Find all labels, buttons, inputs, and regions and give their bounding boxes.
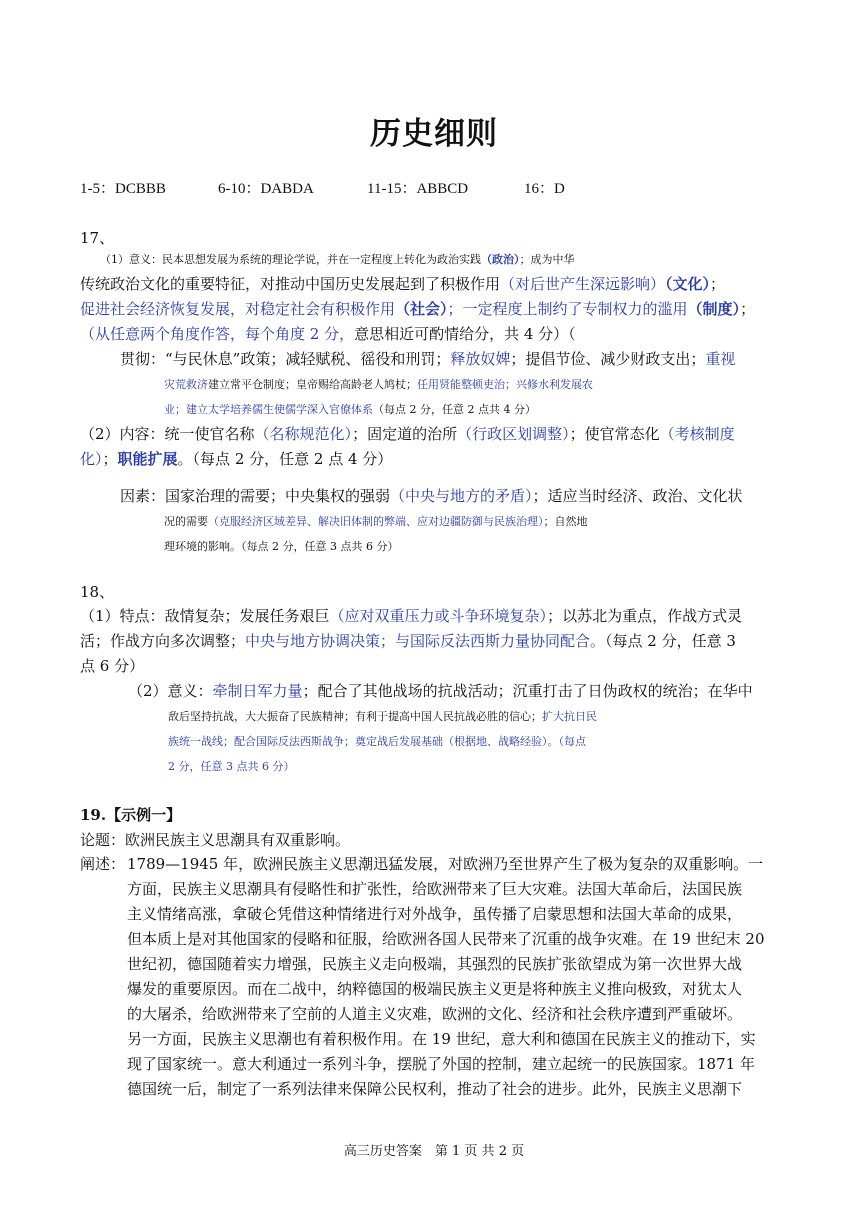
answer-group-1-5: 1-5：DCBBB	[80, 181, 166, 197]
answer-text: （1）意义：民本思想发展为系统的理论学说，并在一定程度上转化为政治实践	[100, 253, 481, 266]
scoring-point: 扩大抗日民	[542, 710, 597, 723]
q18-part2-significance	[128, 679, 792, 779]
scoring-point: （从任意两个角度作答，每个角度 2 分，	[80, 325, 355, 343]
text-line	[120, 509, 792, 534]
elaboration-line: 现了国家统一。意大利通过一系列斗争，摆脱了外国的控制，建立起统一的民族国家。1871 年	[127, 1055, 755, 1073]
scoring-point: （文化）	[665, 275, 711, 293]
scoring-point: ；一定程度上制约了专制权力的滥用	[447, 300, 688, 318]
text-line	[128, 679, 792, 704]
scoring-point: （应对双重压力或斗争环境复杂）	[329, 607, 548, 625]
answer-text: ；自然地	[543, 515, 588, 528]
answer-text: ；提倡节俭、减少财政支出；	[510, 350, 706, 368]
text-line	[80, 422, 792, 447]
answer-text: 贯彻：“与民休息”政策；减轻赋税、徭役和刑罚；	[120, 350, 451, 368]
text-line	[80, 322, 792, 347]
q17-part2-factors	[120, 484, 792, 559]
scoring-point: （社会）	[395, 300, 448, 318]
answer-text: ；	[740, 300, 756, 318]
answer-text: （每点 2 分，任意 3	[605, 632, 736, 650]
elaboration-line: 爆发的重要原因。而在二战中，纳粹德国的极端民族主义更是将种族主义推向极致，对犹太人	[127, 980, 743, 998]
page-title: 历史细则	[370, 116, 498, 152]
text-line	[80, 654, 792, 679]
q17-number: 17、	[80, 229, 115, 247]
scoring-point: 职能扩展	[117, 450, 178, 468]
answer-text: （每点 2 分，任意 2 点共 4 分）	[373, 403, 536, 416]
q19-elaboration-body	[127, 852, 792, 1102]
text-line	[80, 604, 792, 629]
elaboration-line: 1789—1945 年，欧洲民族主义思潮迅猛发展，对欧洲乃至世界产生了极为复杂的双重影响。一	[127, 855, 764, 873]
text-line	[80, 629, 792, 654]
answer-text: 意思相近可酌情给分，共 4 分）（	[354, 325, 576, 343]
answer-text: 敌后坚持抗战，大大振奋了民族精神；有利于提高中国人民抗战必胜的信心；	[168, 710, 542, 723]
elaboration-line: 世纪初，德国随着实力增强，民族主义走向极端，其强烈的民族扩张欲望成为第一次世界大战	[127, 955, 743, 973]
answer-text: ；配合了其他战场的抗战活动；沉重打击了日伪政权的统治；在华中	[302, 682, 753, 700]
answer-text: （2）意义：	[128, 682, 213, 700]
scoring-point: （中央与地方的矛盾）	[390, 487, 533, 505]
answer-group-16: 16：D	[524, 181, 565, 197]
elaboration-line: 但本质上是对其他国家的侵略和征服，给欧洲各国人民带来了沉重的战争灾难。在 19 世纪末 20	[127, 930, 765, 948]
answer-text: ；以苏北为重点，作战方式灵	[547, 607, 743, 625]
scoring-point: （对后世产生深远影响）	[500, 275, 666, 293]
answer-text: ；固定道的治所	[352, 425, 458, 443]
text-line	[80, 247, 792, 272]
text-line	[120, 484, 792, 509]
text-line	[120, 347, 792, 372]
answer-text: 活；作战方向多次调整；	[80, 632, 246, 650]
elaboration-line: 德国统一后，制定了一系列法律来保障公民权利，推动了社会的进步。此外，民族主义思潮下	[127, 1080, 743, 1098]
scoring-point: （名称规范化）	[254, 425, 353, 443]
scoring-point: （政治）	[481, 253, 520, 266]
answer-group-11-15: 11-15：ABBCD	[367, 181, 469, 197]
q19-elaboration-label: 阐述：	[80, 855, 126, 873]
elaboration-line: 主义情绪高涨，拿破仑凭借这种情绪进行对外战争，虽传播了启蒙思想和法国大革命的成果，	[127, 905, 743, 923]
text-line	[128, 704, 792, 729]
q17-part2-content	[80, 422, 792, 472]
text-line	[128, 754, 792, 779]
scoring-point: 灾荒救济	[164, 378, 208, 391]
text-line	[80, 297, 792, 322]
scoring-point: 业；建立太学培养儒生使儒学深入官僚体系	[164, 403, 373, 416]
answer-text: 点 6 分）	[80, 657, 145, 675]
answer-text: ；使官常态化	[569, 425, 660, 443]
text-line	[120, 372, 792, 397]
answer-text: 建立常平仓制度；皇帝赐给高龄老人鸠杖；	[208, 378, 417, 391]
scoring-point: 促进社会经济恢复发展，对稳定社会有积极作用	[80, 300, 396, 318]
scoring-point: 任用贤能整顿吏治；兴修水利发展农	[417, 378, 593, 391]
answer-text: ；成为中华	[519, 253, 575, 266]
scoring-point: （克服经济区域差异、解决旧体制的弊端、应对边疆防御与民族治理）	[208, 515, 544, 528]
elaboration-line: 另一方面，民族主义思潮也有着积极作用。在 19 世纪，意大利和德国在民族主义的推动下，实	[127, 1030, 756, 1048]
answer-text: 理环境的影响。（每点 2 分，任意 3 点共 6 分）	[164, 540, 399, 553]
scoring-point: 化）	[80, 450, 103, 468]
q17-part1-implementation	[120, 347, 792, 422]
answer-text: （2）内容：统一使官名称	[80, 425, 255, 443]
scoring-point: （行政区划调整）	[457, 425, 570, 443]
scoring-point: 2 分，任意 3 点共 6 分）	[168, 760, 295, 773]
answer-text: （1）特点：敌情复杂；发展任务艰巨	[80, 607, 330, 625]
answer-group-6-10: 6-10：DABDA	[218, 181, 314, 197]
elaboration-line: 的大屠杀，给欧洲带来了空前的人道主义灾难，欧洲的文化、经济和社会秩序遭到严重破坏。	[127, 1005, 743, 1023]
answer-text: 因素：国家治理的需要；中央集权的强弱	[120, 487, 391, 505]
answer-text: 。（每点 2 分，任意 2 点 4 分）	[177, 450, 393, 468]
q19-thesis: 论题：欧洲民族主义思潮具有双重影响。	[80, 831, 351, 849]
scoring-point: （考核制度	[659, 425, 735, 443]
q19-number: 19.【示例一】	[80, 806, 182, 824]
text-line	[120, 397, 792, 422]
text-line	[128, 729, 792, 754]
q18-number: 18、	[80, 583, 115, 601]
scoring-point: 重视	[705, 350, 736, 368]
elaboration-line: 方面，民族主义思潮具有侵略性和扩张性，给欧洲带来了巨大灾难。法国大革命后，法国民族	[127, 880, 743, 898]
text-line	[120, 534, 792, 559]
answer-text: 传统政治文化的重要特征，对推动中国历史发展起到了积极作用	[80, 275, 501, 293]
text-line	[80, 447, 792, 472]
answer-text: ；	[102, 450, 118, 468]
page-footer: 高三历史答案 第 1 页 共 2 页	[343, 1144, 525, 1159]
scoring-point: 牵制日军力量	[212, 682, 303, 700]
text-line	[80, 272, 792, 297]
answer-text: 况的需要	[164, 515, 208, 528]
scoring-point: 释放奴婢	[450, 350, 511, 368]
scoring-point: 族统一战线；配合国际反法西斯战争；奠定战后发展基础（根据地、战略经验）。（每点	[168, 735, 586, 748]
q17-part1-significance	[80, 247, 792, 347]
scoring-point: 中央与地方协调决策；与国际反法西斯力量协同配合。	[245, 632, 606, 650]
q18-part1-features	[80, 604, 792, 679]
answer-text: ；	[710, 275, 726, 293]
answer-text: ；适应当时经济、政治、文化状	[532, 487, 743, 505]
scoring-point: （制度）	[687, 300, 741, 318]
